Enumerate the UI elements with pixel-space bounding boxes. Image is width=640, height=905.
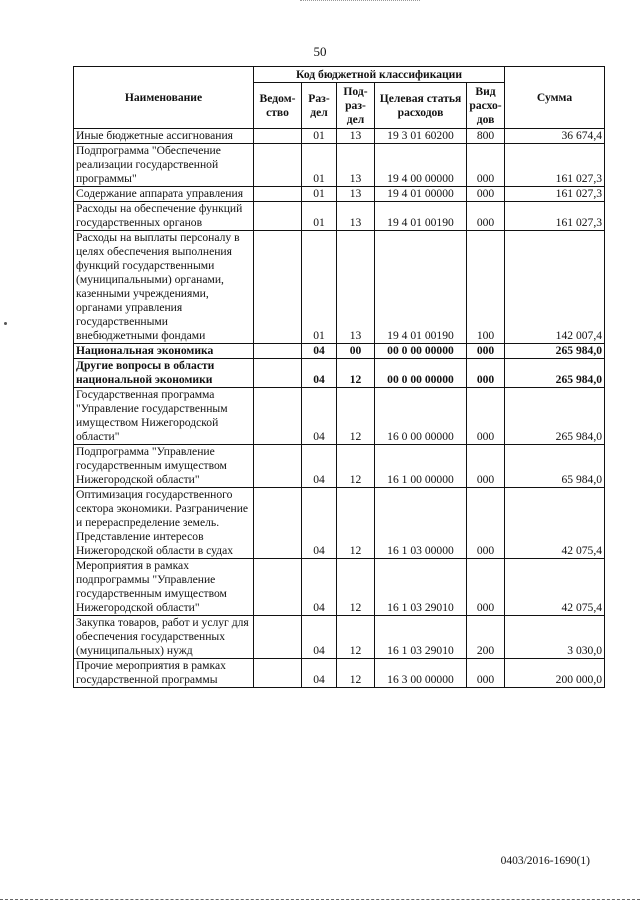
row-podrazdel: 12 xyxy=(337,659,375,688)
row-podrazdel: 12 xyxy=(337,488,375,559)
header-vedomstvo: Ведом-ство xyxy=(254,83,302,129)
row-vedomstvo xyxy=(254,187,302,202)
document-code: 0403/2016-1690(1) xyxy=(500,855,590,867)
row-podrazdel: 13 xyxy=(337,129,375,144)
row-summa: 161 027,3 xyxy=(505,202,605,231)
row-summa: 142 007,4 xyxy=(505,231,605,344)
row-name: Закупка товаров, работ и услуг для обеспечения государственных (муниципальных) нужд xyxy=(74,616,254,659)
row-vid-rashodov: 000 xyxy=(467,359,505,388)
row-celevaya-statya: 16 3 00 00000 xyxy=(375,659,467,688)
row-vedomstvo xyxy=(254,559,302,616)
row-name: Другие вопросы в области национальной экономики xyxy=(74,359,254,388)
table-row xyxy=(74,616,605,659)
table-row xyxy=(74,129,605,144)
scan-edge-bottom xyxy=(0,899,640,902)
row-razdel: 04 xyxy=(302,488,337,559)
row-vedomstvo xyxy=(254,202,302,231)
row-celevaya-statya: 19 3 01 60200 xyxy=(375,129,467,144)
row-razdel: 01 xyxy=(302,144,337,187)
row-razdel: 04 xyxy=(302,344,337,359)
row-podrazdel: 00 xyxy=(337,344,375,359)
row-vid-rashodov: 000 xyxy=(467,344,505,359)
row-summa: 161 027,3 xyxy=(505,187,605,202)
row-summa: 265 984,0 xyxy=(505,359,605,388)
row-celevaya-statya: 19 4 01 00190 xyxy=(375,231,467,344)
row-vid-rashodov: 000 xyxy=(467,187,505,202)
table-row xyxy=(74,445,605,488)
row-podrazdel: 12 xyxy=(337,388,375,445)
row-razdel: 04 xyxy=(302,659,337,688)
row-name: Прочие мероприятия в рамках государственной программы xyxy=(74,659,254,688)
row-vedomstvo xyxy=(254,231,302,344)
row-summa: 265 984,0 xyxy=(505,388,605,445)
row-vedomstvo xyxy=(254,344,302,359)
table-row xyxy=(74,202,605,231)
scan-edge-top xyxy=(300,0,420,3)
table-row xyxy=(74,344,605,359)
row-vedomstvo xyxy=(254,488,302,559)
row-podrazdel: 13 xyxy=(337,202,375,231)
row-vedomstvo xyxy=(254,659,302,688)
header-summa: Сумма xyxy=(505,67,605,129)
row-razdel: 04 xyxy=(302,359,337,388)
row-vid-rashodov: 000 xyxy=(467,144,505,187)
row-razdel: 04 xyxy=(302,445,337,488)
row-podrazdel: 12 xyxy=(337,616,375,659)
row-vedomstvo xyxy=(254,616,302,659)
row-vid-rashodov: 800 xyxy=(467,129,505,144)
row-vid-rashodov: 100 xyxy=(467,231,505,344)
row-razdel: 01 xyxy=(302,231,337,344)
row-razdel: 01 xyxy=(302,202,337,231)
row-razdel: 04 xyxy=(302,559,337,616)
scan-artifact-dot xyxy=(4,322,7,325)
row-name: Оптимизация государственного сектора экономики. Разграничение и перераспределение земель. Представление интересов Нижегородской области в судах xyxy=(74,488,254,559)
header-naimenovanie: Наименование xyxy=(74,67,254,129)
row-razdel: 01 xyxy=(302,187,337,202)
row-podrazdel: 12 xyxy=(337,559,375,616)
row-vedomstvo xyxy=(254,359,302,388)
row-podrazdel: 13 xyxy=(337,231,375,344)
row-name: Расходы на обеспечение функций государственных органов xyxy=(74,202,254,231)
row-vid-rashodov: 000 xyxy=(467,488,505,559)
row-celevaya-statya: 19 4 00 00000 xyxy=(375,144,467,187)
row-name: Содержание аппарата управления xyxy=(74,187,254,202)
row-vid-rashodov: 000 xyxy=(467,559,505,616)
row-vedomstvo xyxy=(254,388,302,445)
row-celevaya-statya: 16 1 03 00000 xyxy=(375,488,467,559)
header-razdel: Раз-дел xyxy=(302,83,337,129)
row-podrazdel: 13 xyxy=(337,144,375,187)
row-summa: 3 030,0 xyxy=(505,616,605,659)
row-vid-rashodov: 000 xyxy=(467,659,505,688)
row-name: Подпрограмма "Управление государственным имуществом Нижегородской области" xyxy=(74,445,254,488)
row-name: Государственная программа "Управление государственным имуществом Нижегородской области" xyxy=(74,388,254,445)
table-row xyxy=(74,359,605,388)
row-summa: 36 674,4 xyxy=(505,129,605,144)
table-body xyxy=(74,129,605,688)
row-name: Национальная экономика xyxy=(74,344,254,359)
table-row xyxy=(74,659,605,688)
row-summa: 200 000,0 xyxy=(505,659,605,688)
row-podrazdel: 13 xyxy=(337,187,375,202)
row-name: Подпрограмма "Обеспечение реализации государственной программы" xyxy=(74,144,254,187)
header-podrazdel: Под-раз-дел xyxy=(337,83,375,129)
row-celevaya-statya: 00 0 00 00000 xyxy=(375,344,467,359)
page-number: 50 xyxy=(313,44,327,59)
row-podrazdel: 12 xyxy=(337,445,375,488)
row-vid-rashodov: 200 xyxy=(467,616,505,659)
header-kod-group: Код бюджетной классификации xyxy=(254,67,505,83)
row-vid-rashodov: 000 xyxy=(467,445,505,488)
row-summa: 65 984,0 xyxy=(505,445,605,488)
row-name: Мероприятия в рамках подпрограммы "Управление государственным имуществом Нижегородской области" xyxy=(74,559,254,616)
row-summa: 42 075,4 xyxy=(505,488,605,559)
row-celevaya-statya: 19 4 01 00000 xyxy=(375,187,467,202)
row-summa: 161 027,3 xyxy=(505,144,605,187)
row-summa: 42 075,4 xyxy=(505,559,605,616)
row-razdel: 04 xyxy=(302,616,337,659)
header-celevaya-statya: Целевая статья расходов xyxy=(375,83,467,129)
row-vedomstvo xyxy=(254,129,302,144)
row-celevaya-statya: 16 0 00 00000 xyxy=(375,388,467,445)
row-name: Иные бюджетные ассигнования xyxy=(74,129,254,144)
row-vedomstvo xyxy=(254,445,302,488)
table-row xyxy=(74,388,605,445)
row-celevaya-statya: 00 0 00 00000 xyxy=(375,359,467,388)
table-row xyxy=(74,231,605,344)
row-razdel: 01 xyxy=(302,129,337,144)
row-name: Расходы на выплаты персоналу в целях обеспечения выполнения функций государственными (муниципальными) органами, казенными учреждениями, органами управления государственными внебюджетными фондами xyxy=(74,231,254,344)
row-razdel: 04 xyxy=(302,388,337,445)
row-vid-rashodov: 000 xyxy=(467,388,505,445)
table-row xyxy=(74,488,605,559)
table-row xyxy=(74,559,605,616)
row-celevaya-statya: 16 1 03 29010 xyxy=(375,616,467,659)
row-vid-rashodov: 000 xyxy=(467,202,505,231)
row-celevaya-statya: 16 1 00 00000 xyxy=(375,445,467,488)
budget-table xyxy=(73,66,605,688)
table-row xyxy=(74,187,605,202)
row-celevaya-statya: 16 1 03 29010 xyxy=(375,559,467,616)
row-vedomstvo xyxy=(254,144,302,187)
table-row xyxy=(74,144,605,187)
row-summa: 265 984,0 xyxy=(505,344,605,359)
header-vid-rashodov: Вид расхо-дов xyxy=(467,83,505,129)
row-podrazdel: 12 xyxy=(337,359,375,388)
row-celevaya-statya: 19 4 01 00190 xyxy=(375,202,467,231)
